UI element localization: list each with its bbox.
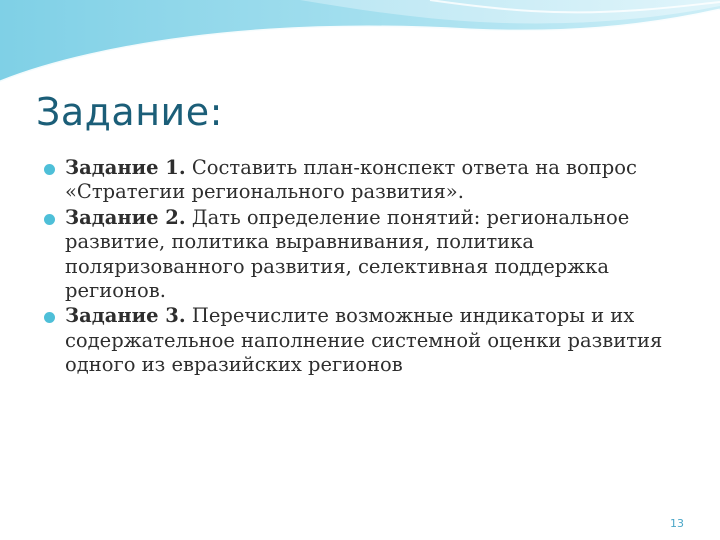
bullet-dot-icon [44,214,55,225]
task-text: Составить план-конспект ответа на вопрос «Стратегии регионального развития». [65,156,637,204]
task-list [44,156,684,379]
task-label: Задание 3. [65,304,186,328]
task-item-3 [44,304,684,377]
slide-title: Задание: [36,90,223,134]
task-item-2 [44,206,684,304]
task-label: Задание 1. [65,156,186,179]
task-text: Перечислите возможные индикаторы и их содержательное наполнение системной оценки развития одного из евразийских регионов [65,304,663,377]
page-number: 13 [670,517,684,530]
bullet-dot-icon [44,164,55,175]
task-label: Задание 2. [65,205,186,229]
bullet-dot-icon [44,312,55,323]
task-text: Дать определение понятий: региональное развитие, политика выравнивания, политика поляризованного развития, селективная поддержка регионов. [65,205,630,303]
header-wave-decoration [0,0,720,90]
task-item-1 [44,156,684,205]
